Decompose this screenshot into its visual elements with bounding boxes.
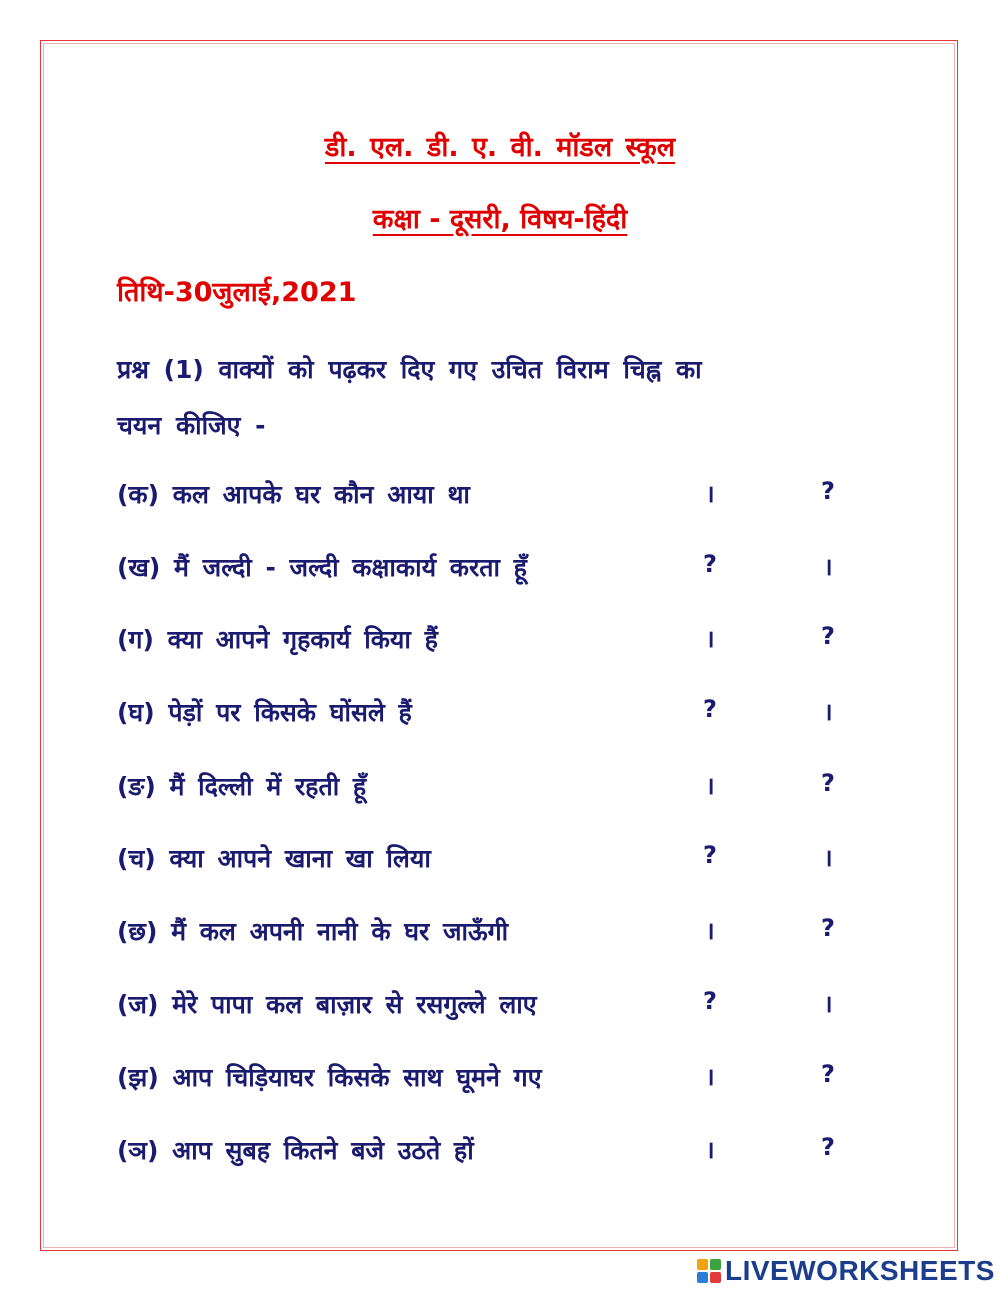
question-item xyxy=(117,769,877,809)
question-item xyxy=(117,550,877,590)
school-name-heading: डी. एल. डी. ए. वी. मॉडल स्कूल xyxy=(324,132,676,163)
item-label: (च) क्या आपने खाना खा लिया xyxy=(117,844,431,873)
question-item xyxy=(117,622,877,662)
item-label: (छ) मैं कल अपनी नानी के घर जाऊँगी xyxy=(117,917,509,946)
question-item xyxy=(117,1133,877,1173)
answer-option[interactable]: ? xyxy=(821,477,835,505)
answer-option[interactable]: । xyxy=(823,844,833,872)
answer-option[interactable]: ? xyxy=(821,1133,835,1161)
answer-option[interactable]: ? xyxy=(821,622,835,650)
item-label: (घ) पेड़ों पर किसके घोंसले हैं xyxy=(117,698,412,727)
item-label: (ज) मेरे पापा कल बाज़ार से रसगुल्ले लाए xyxy=(117,990,537,1019)
class-subject-heading: कक्षा - दूसरी, विषय-हिंदी xyxy=(372,204,628,235)
answer-option[interactable]: ? xyxy=(703,550,717,578)
item-label: (क) कल आपके घर कौन आया था xyxy=(117,480,470,509)
answer-option[interactable]: । xyxy=(823,990,833,1018)
answer-option[interactable]: । xyxy=(705,625,715,653)
question-item xyxy=(117,914,877,954)
answer-option[interactable]: ? xyxy=(703,987,717,1015)
liveworksheets-logo xyxy=(697,1257,995,1285)
logo-text: LIVEWORKSHEETS xyxy=(725,1255,995,1286)
item-label: (ग) क्या आपने गृहकार्य किया हैं xyxy=(117,625,438,654)
answer-option[interactable]: ? xyxy=(703,695,717,723)
answer-option[interactable]: ? xyxy=(821,914,835,942)
question-item xyxy=(117,695,877,735)
answer-option[interactable]: । xyxy=(705,772,715,800)
question-line-1: प्रश्न (1) वाक्यों को पढ़कर दिए गए उचित विराम चिह्न का xyxy=(117,355,702,384)
logo-block xyxy=(710,1259,721,1270)
logo-block xyxy=(697,1272,708,1283)
answer-option[interactable]: ? xyxy=(821,769,835,797)
question-item xyxy=(117,987,877,1027)
logo-blocks-icon xyxy=(697,1259,721,1283)
answer-option[interactable]: । xyxy=(823,698,833,726)
question-item xyxy=(117,477,877,517)
item-label: (ञ) आप सुबह कितने बजे उठते हों xyxy=(117,1136,474,1165)
question-prompt xyxy=(117,342,857,454)
question-item xyxy=(117,1060,877,1100)
answer-option[interactable]: । xyxy=(705,1063,715,1091)
item-label: (ङ) मैं दिल्ली में रहती हूँ xyxy=(117,772,367,801)
answer-option[interactable]: ? xyxy=(703,841,717,869)
logo-block xyxy=(697,1259,708,1270)
date-line: तिथि-30जुलाई,2021 xyxy=(117,277,357,308)
question-line-2: चयन कीजिए - xyxy=(117,411,266,440)
question-item xyxy=(117,841,877,881)
answer-option[interactable]: । xyxy=(823,553,833,581)
item-label: (ख) मैं जल्दी - जल्दी कक्षाकार्य करता हूँ xyxy=(117,553,527,582)
answer-option[interactable]: ? xyxy=(821,1060,835,1088)
item-label: (झ) आप चिड़ियाघर किसके साथ घूमने गए xyxy=(117,1063,542,1092)
answer-option[interactable]: । xyxy=(705,480,715,508)
logo-block xyxy=(710,1272,721,1283)
answer-option[interactable]: । xyxy=(705,1136,715,1164)
answer-option[interactable]: । xyxy=(705,917,715,945)
